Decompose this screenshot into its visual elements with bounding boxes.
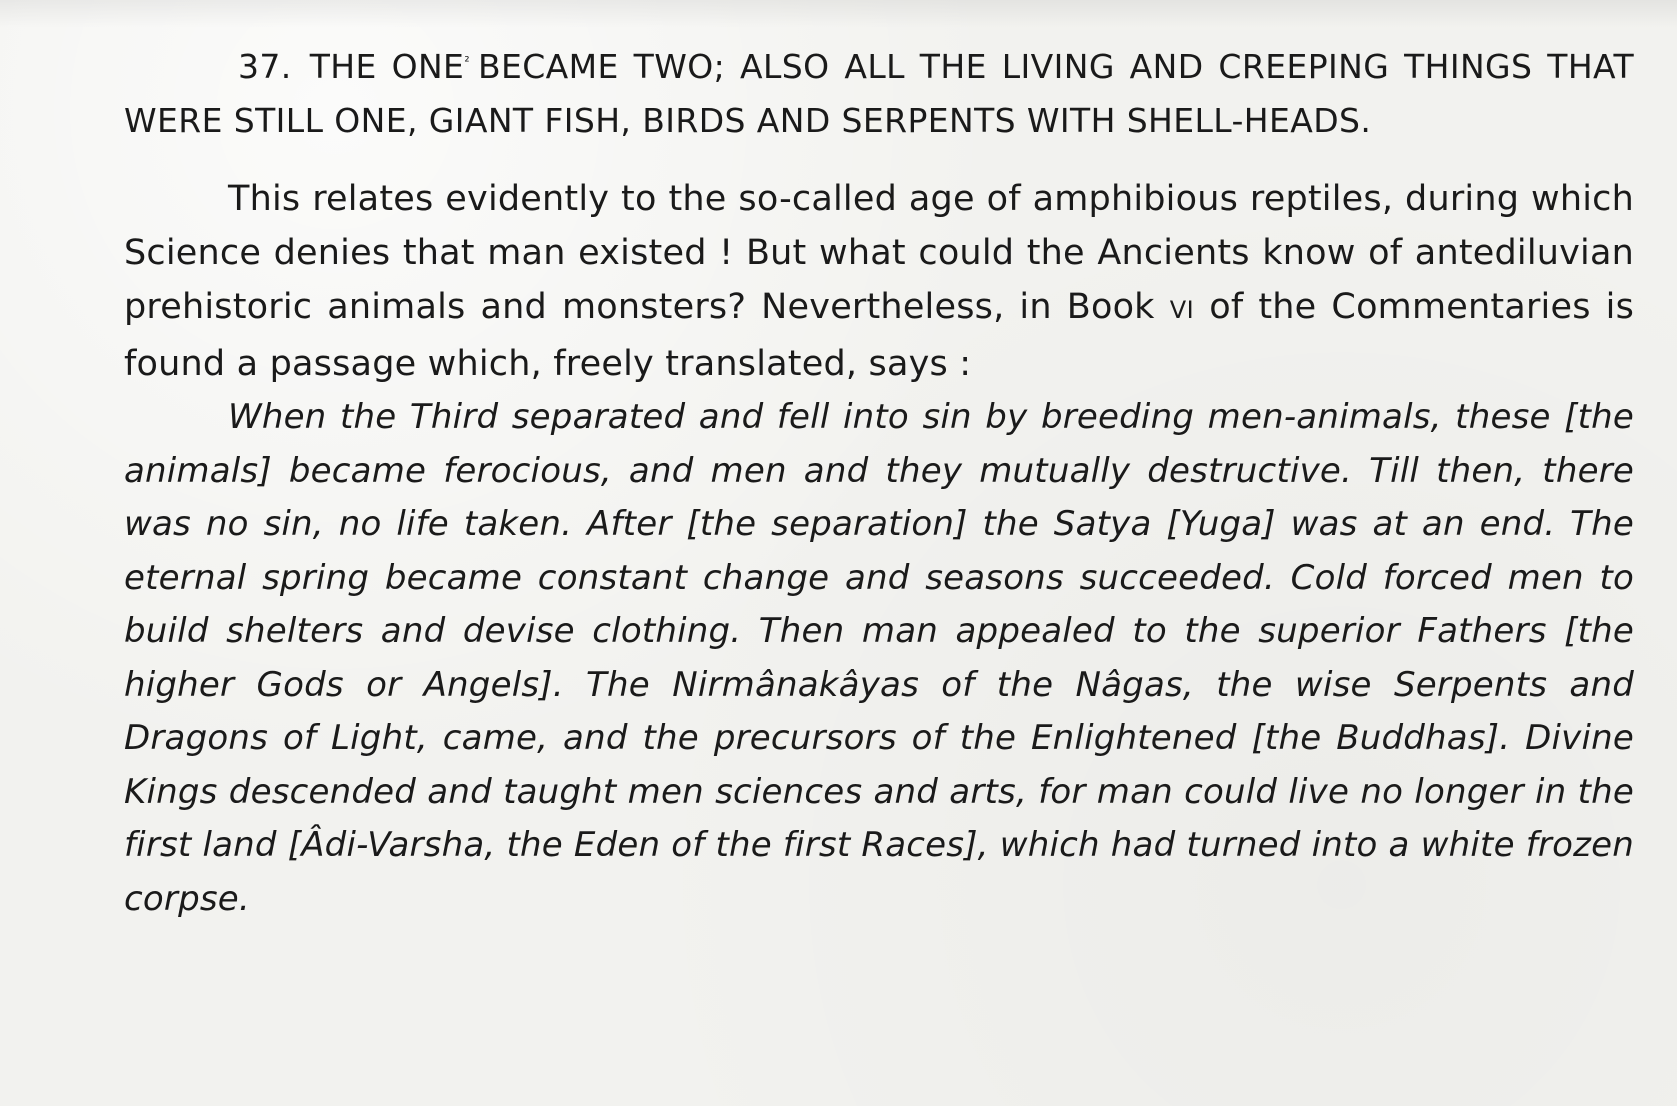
quoted-commentary-passage: When the Third separated and fell into sin by breeding men-animals, these [the animals] became ferocious, and men and they mutually destructive. Till then, there was no sin, no life taken. After [the separation] the Satya [Yuga] was at an end. The eternal spring became constant change and seasons succeeded. Cold forced men to build shelters and devise clothing. Then man appealed to the superior Fathers [the higher Gods or Angels]. The Nirmânakâyas of the Nâgas, the wise Serpents and Dragons of Light, came, and the precursors of the Enlightened [the Buddhas]. Divine Kings descended and taught men sciences and arts, for man could live no longer in the first land [Âdi-Varsha, the Eden of the first Races], which had turned into a white frozen corpse. bbox=[124, 397, 1634, 919]
commentary-paragraph bbox=[124, 172, 1634, 391]
commentary-text-rest: of the Commentaries is found a passage which, freely translated, says : bbox=[124, 287, 1635, 384]
page-text-block bbox=[124, 36, 1634, 926]
stanza-text-start: THE ONE bbox=[309, 47, 465, 86]
show-through-top-edge bbox=[0, 0, 1677, 28]
footnote-marker: ² bbox=[464, 55, 470, 70]
book-number: VI bbox=[1169, 296, 1195, 324]
stanza-number: 37. bbox=[238, 47, 292, 86]
stanza-text-rest: BECAME TWO; ALSO ALL THE LIVING AND CREEPING THINGS THAT WERE STILL ONE, GIANT FISH, BIRDS AND SERPENTS WITH SHELL-HEADS. bbox=[124, 47, 1635, 140]
commentary-text-start: This relates evidently to the so-called age of amphibious reptiles, during which Science denies that man existed ! But what could the Ancients know of antediluvian prehistoric animals and monsters? Nevertheless, in Book bbox=[124, 179, 1634, 327]
stanza-heading bbox=[124, 36, 1634, 148]
